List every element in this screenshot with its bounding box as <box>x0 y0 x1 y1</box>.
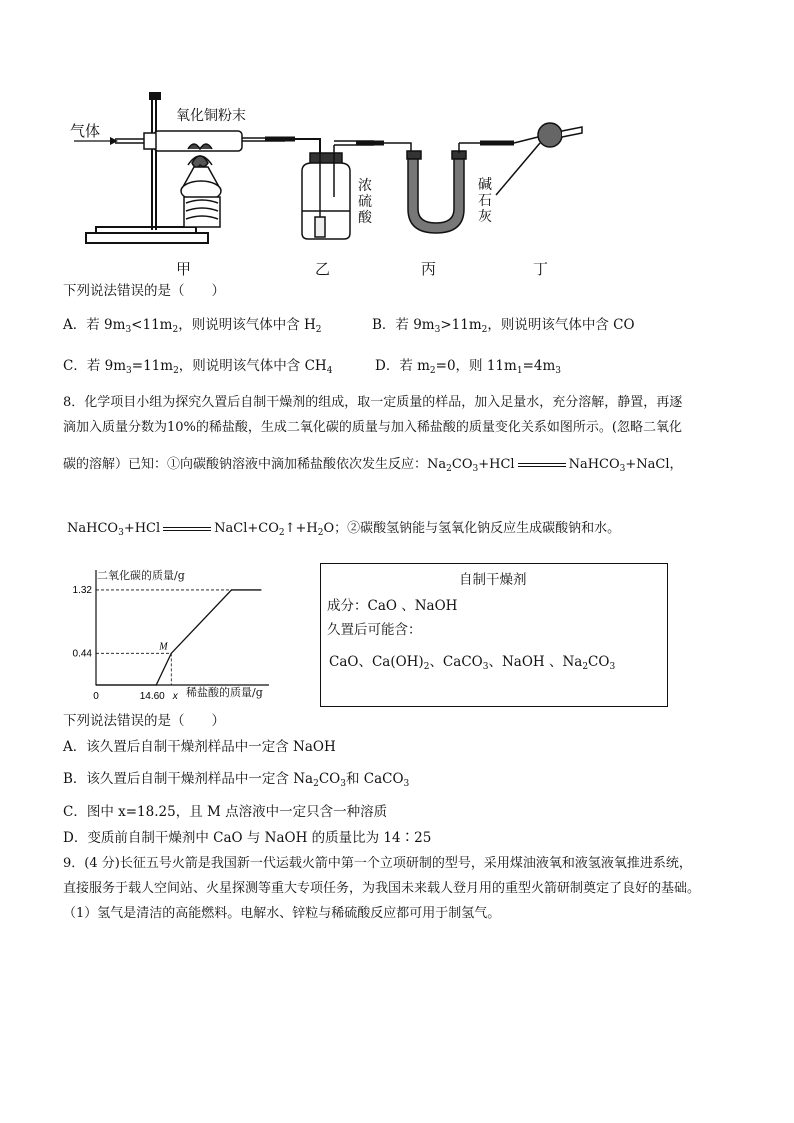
data-point <box>171 653 172 654</box>
station-jia: 甲 <box>176 260 192 278</box>
station-ding: 丁 <box>533 260 549 278</box>
data-point <box>260 589 261 590</box>
q8-stem-line3: 碳的溶解）已知：①向碳酸钠溶液中滴加稀盐酸依次发生反应：$Na_2CO_3+HCl$ NaHCO$_3$+NaCl， <box>63 457 683 474</box>
chart-xlabel: 稀盐酸的质量/g <box>186 686 263 699</box>
chart-ylabel: 二氧化碳的质量/g <box>97 569 185 582</box>
q8-option-d: D．变质前自制干燥剂中 CaO 与 NaOH 的质量比为 14∶25 <box>63 830 432 846</box>
q7-option-d: D．若 $m_2=0$，则 $11m_1=4m_3$ <box>375 358 561 376</box>
combustion-tube <box>115 131 285 151</box>
co2-series-line <box>96 590 261 685</box>
equals-arrow <box>518 463 566 467</box>
box-compounds: CaO、$Ca(OH)_2$、CaCO$_3$、NaOH 、$Na_2CO_3$ <box>329 654 616 672</box>
box-maybe: 久置后可能含： <box>327 622 422 638</box>
station-yi: 乙 <box>315 260 331 278</box>
q8-option-c: C．图中 x=18.25，且 M 点溶液中一定只含一种溶质 <box>63 804 388 820</box>
y-tick-label: 0.44 <box>72 648 92 660</box>
x-tick-label: 14.60 <box>139 691 165 702</box>
data-point <box>231 589 232 590</box>
q9-line3: （1）氢气是清洁的高能燃料。电解水、锌粒与稀硫酸反应都可用于制氢气。 <box>63 906 501 921</box>
x-tick-label: x <box>172 691 178 702</box>
y-tick-label: 1.32 <box>72 584 92 596</box>
q8-option-a: A．该久置后自制干燥剂样品中一定含 NaOH <box>63 739 336 755</box>
box-composition: 成分：CaO 、NaOH <box>327 598 458 614</box>
q7-option-a: A．若 $9m_3<11m_2$，则说明该气体中含 $H_2$ <box>63 317 322 335</box>
gas-label: 气体 <box>70 122 101 140</box>
cuo-label: 氧化铜粉末 <box>176 108 246 124</box>
x-tick-label: 0 <box>93 691 99 702</box>
data-point <box>95 684 96 685</box>
q8-stem-line1: 8．化学项目小组为探究久置后自制干燥剂的组成，取一定质量的样品，加入足量水，充分溶解，静置，再逐 <box>63 395 683 410</box>
h2so4-label: 浓 硫 酸 <box>358 178 372 226</box>
u-tube <box>384 143 514 233</box>
q9-line1: 9．(4 分)长征五号火箭是我国新一代运载火箭中第一个立项研制的型号，采用煤油液氧和液氢液氧推进系统， <box>63 856 692 871</box>
box-title: 自制干燥剂 <box>459 572 527 588</box>
q8-option-b: B．该久置后自制干燥剂样品中一定含 $Na_2CO_3$和 CaCO$_3$ <box>63 771 410 789</box>
data-point <box>156 684 157 685</box>
q8-stem-line2: 滴加入质量分数为10%的稀盐酸，生成二氧化碳的质量与加入稀盐酸的质量变化关系如图所示。(忽略二氧化 <box>63 420 682 435</box>
alcohol-lamp <box>181 156 221 227</box>
desiccant-info-box <box>320 563 668 707</box>
q7-option-b: B．若 $9m_3>11m_2$，则说明该气体中含 CO <box>372 317 635 335</box>
drying-tube <box>496 123 582 195</box>
apparatus-diagram <box>60 85 600 280</box>
soda-lime-label: 碱 石 灰 <box>478 177 492 225</box>
co2-chart <box>72 566 278 702</box>
q8-stem2: 下列说法错误的是（ ） <box>63 713 225 729</box>
q9-line2: 直接服务于载人空间站、火星探测等重大专项任务，为我国未来载人登月用的重型火箭研制奠定了良好的基础。 <box>63 881 701 896</box>
q8-equation-2: NaHCO$_3$+HCl $NaCl+CO_2↑+H_2O$；②碳酸氢钠能与氢氧化钠反应生成碳酸钠和水。 <box>67 521 621 538</box>
equals-arrow <box>163 527 211 531</box>
q7-option-c: C．若 $9m_3=11m_2$，则说明该气体中含 $CH_4$ <box>63 358 333 376</box>
point-m-label: M <box>159 641 168 653</box>
station-bing: 丙 <box>421 260 437 278</box>
q7-stem: 下列说法错误的是（ ） <box>63 283 225 299</box>
